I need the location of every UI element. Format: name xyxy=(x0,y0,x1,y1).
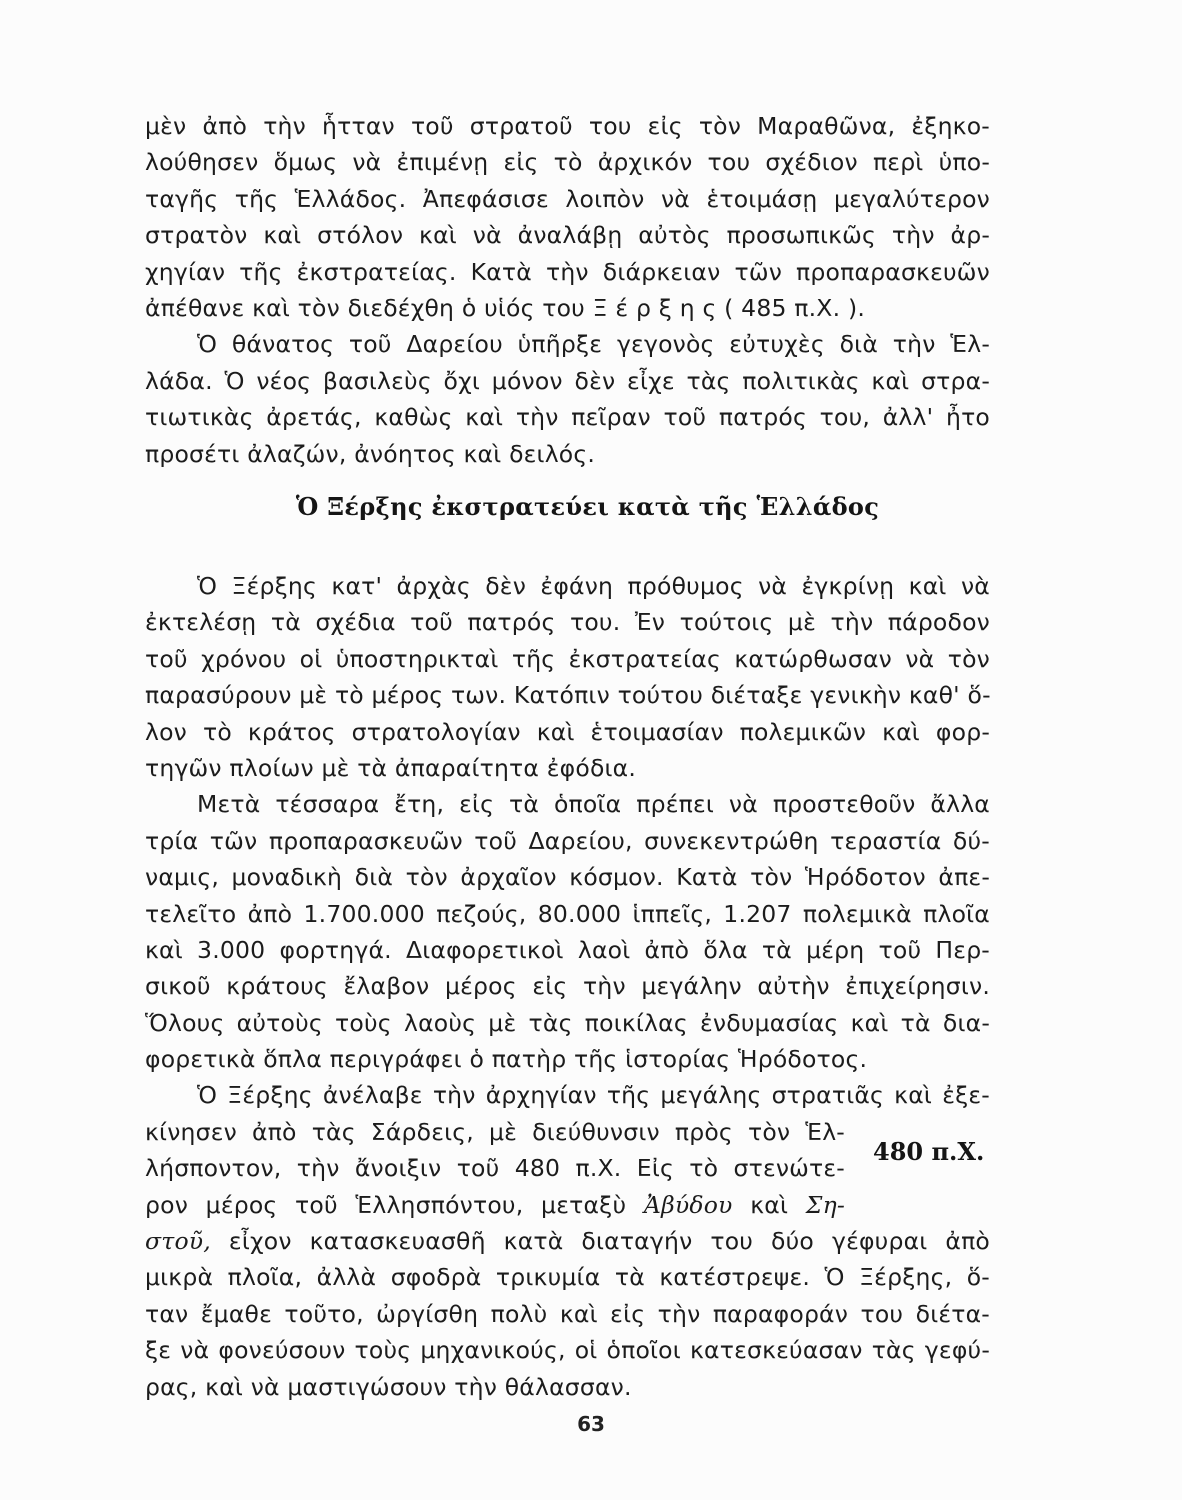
text-line: Ὁ Ξέρξης ἀνέλαβε τὴν ἀρχηγίαν τῆς μεγάλης στρατιᾶς καὶ ἐξε- xyxy=(197,1081,990,1110)
page-number: 63 xyxy=(577,1412,605,1436)
text-line: Μετὰ τέσσαρα ἔτη, εἰς τὰ ὁποῖα πρέπει νὰ προστεθοῦν ἄλλα xyxy=(197,790,990,819)
text-line: τηγῶν πλοίων μὲ τὰ ἀπαραίτητα ἐφόδια. xyxy=(145,753,637,782)
text-line: ξε νὰ φονεύσουν τοὺς μηχανικούς, οἱ ὁποῖοι κατεσκεύασαν τὰς γεφύ- xyxy=(145,1336,990,1365)
text-line: στρατὸν καὶ στόλον καὶ νὰ ἀναλάβῃ αὐτὸς προσωπικῶς τὴν ἀρ- xyxy=(145,221,990,250)
text-line: λάδα. Ὁ νέος βασιλεὺς ὄχι μόνον δὲν εἶχε τὰς πολιτικὰς καὶ στρα- xyxy=(145,366,990,395)
text-line: καὶ 3.000 φορτηγά. Διαφορετικοὶ λαοὶ ἀπὸ ὅλα τὰ μέρη τοῦ Περ- xyxy=(145,935,990,964)
text-line: ἐκτελέσῃ τὰ σχέδια τοῦ πατρός του. Ἐν τούτοις μὲ τὴν πάροδον xyxy=(145,608,990,637)
text-line: ρας, καὶ νὰ μαστιγώσουν τὴν θάλασσαν. xyxy=(145,1372,632,1401)
text-line: Ὁ θάνατος τοῦ Δαρείου ὑπῆρξε γεγονὸς εὐτυχὲς διὰ τὴν Ἑλ- xyxy=(197,330,990,359)
text-line: χηγίαν τῆς ἐκστρατείας. Κατὰ τὴν διάρκειαν τῶν προπαρασκευῶν xyxy=(145,257,990,286)
text-line: λήσποντον, τὴν ἄνοιξιν τοῦ 480 π.Χ. Εἰς τὸ στενώτε- xyxy=(145,1154,845,1183)
text-line: ναμις, μοναδικὴ διὰ τὸν ἀρχαῖον κόσμον. Κατὰ τὸν Ἡρόδοτον ἀπε- xyxy=(145,863,990,892)
intro-paragraphs xyxy=(145,108,990,472)
text-line: προσέτι ἀλαζών, ἀνόητος καὶ δειλός. xyxy=(145,439,596,468)
text-line: ἀπέθανε καὶ τὸν διεδέχθη ὁ υἱός του Ξ έ ρ ξ η ς ( 485 π.Χ. ). xyxy=(145,293,865,322)
text-line: ταν ἔμαθε τοῦτο, ὠργίσθη πολὺ καὶ εἰς τὴν παραφοράν του διέτα- xyxy=(145,1299,990,1328)
margin-date-note: 480 π.Χ. xyxy=(873,1137,985,1166)
text-line: στοῦ, εἶχον κατασκευασθῆ κατὰ διαταγήν του δύο γέφυραι ἀπὸ xyxy=(145,1227,991,1256)
text-line: μὲν ἀπὸ τὴν ἧτταν τοῦ στρατοῦ του εἰς τὸν Μαραθῶνα, ἐξηκο- xyxy=(145,112,990,140)
text-line: Ὁ Ξέρξης κατ' ἀρχὰς δὲν ἐφάνη πρόθυμος νὰ ἐγκρίνῃ καὶ νὰ xyxy=(197,572,990,600)
main-paragraphs xyxy=(145,568,990,1405)
text-line: ρον μέρος τοῦ Ἑλλησπόντου, μεταξὺ Ἀβύδου καὶ Ση- xyxy=(145,1190,846,1219)
section-heading: Ὁ Ξέρξης ἐκστρατεύει κατὰ τῆς Ἑλλάδος xyxy=(295,492,880,521)
text-line: φορετικὰ ὅπλα περιγράφει ὁ πατὴρ τῆς ἱστορίας Ἡρόδοτος. xyxy=(145,1045,868,1074)
text-line: τιωτικὰς ἀρετάς, καθὼς καὶ τὴν πεῖραν τοῦ πατρός του, ἀλλ' ἦτο xyxy=(145,403,990,432)
text-line: μικρὰ πλοῖα, ἀλλὰ σφοδρὰ τρικυμία τὰ κατέστρεψε. Ὁ Ξέρξης, ὅ- xyxy=(145,1263,990,1292)
text-line: τελεῖτο ἀπὸ 1.700.000 πεζούς, 80.000 ἱππεῖς, 1.207 πολεμικὰ πλοῖα xyxy=(145,899,990,928)
text-line: ταγῆς τῆς Ἑλλάδος. Ἀπεφάσισε λοιπὸν νὰ ἑτοιμάσῃ μεγαλύτερον xyxy=(145,184,990,213)
text-line: λον τὸ κράτος στρατολογίαν καὶ ἑτοιμασίαν πολεμικῶν καὶ φορ- xyxy=(145,717,990,746)
text-line: τρία τῶν προπαρασκευῶν τοῦ Δαρείου, συνεκεντρώθη τεραστία δύ- xyxy=(145,826,990,855)
text-line: σικοῦ κράτους ἔλαβον μέρος εἰς τὴν μεγάλην αὐτὴν ἐπιχείρησιν. xyxy=(145,972,990,1001)
text-line: Ὅλους αὐτοὺς τοὺς λαοὺς μὲ τὰς ποικίλας ἐνδυμασίας καὶ τὰ δια- xyxy=(145,1008,990,1037)
text-line: λούθησεν ὅμως νὰ ἐπιμένῃ εἰς τὸ ἀρχικόν του σχέδιον περὶ ὑπο- xyxy=(145,148,990,177)
text-line: κίνησεν ἀπὸ τὰς Σάρδεις, μὲ διεύθυνσιν πρὸς τὸν Ἑλ- xyxy=(145,1117,845,1146)
text-line: παρασύρουν μὲ τὸ μέρος των. Κατόπιν τούτου διέταξε γενικὴν καθ' ὅ- xyxy=(145,681,991,710)
text-line: τοῦ χρόνου οἱ ὑποστηρικταὶ τῆς ἐκστρατείας κατώρθωσαν νὰ τὸν xyxy=(145,644,990,673)
